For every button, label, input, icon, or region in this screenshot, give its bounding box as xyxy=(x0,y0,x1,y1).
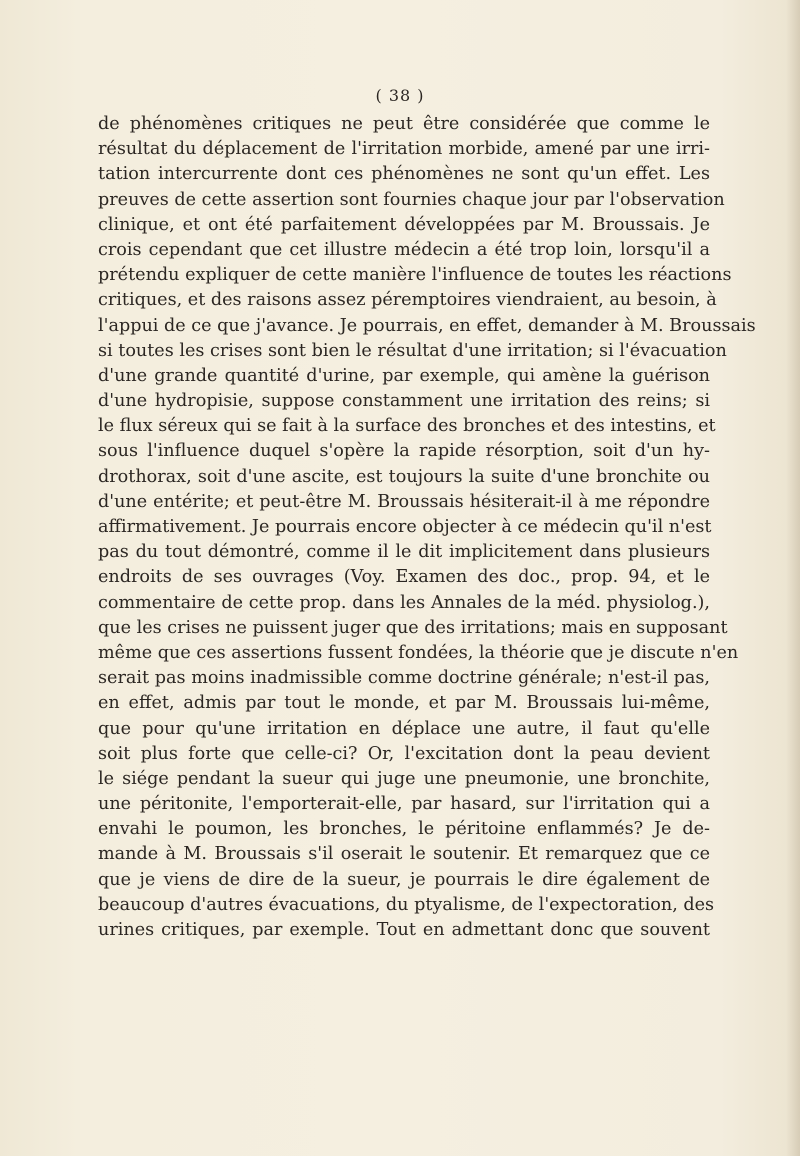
text-line: envahi le poumon, les bronches, le péritoine enflammés? Je de- xyxy=(98,819,710,840)
text-line: l'appui de ce que j'avance. Je pourrais, en effet, demander à M. Broussais xyxy=(98,315,756,336)
text-line: pas du tout démontré, comme il le dit implicitement dans plusieurs xyxy=(98,542,710,563)
text-line: que je viens de dire de la sueur, je pourrais le dire également de xyxy=(98,869,710,890)
text-line: de phénomènes critiques ne peut être considérée que comme le xyxy=(98,114,710,134)
text-line: que les crises ne puissent juger que des irritations; mais en supposant xyxy=(98,617,728,638)
text-line: crois cependant que cet illustre médecin a été trop loin, lorsqu'il a xyxy=(98,239,710,260)
text-line: clinique, et ont été parfaitement développées par M. Broussais. Je xyxy=(98,214,710,235)
text-line: une péritonite, l'emporterait-elle, par hasard, sur l'irritation qui a xyxy=(98,794,710,815)
text-line: en effet, admis par tout le monde, et par M. Broussais lui-même, xyxy=(98,693,710,714)
page-number: ( 38 ) xyxy=(375,86,425,105)
text-line: d'une entérite; et peut-être M. Broussais hésiterait-il à me répondre xyxy=(98,491,710,512)
text-line: critiques, et des raisons assez péremptoires viendraient, au besoin, à xyxy=(98,290,717,311)
text-line: le flux séreux qui se fait à la surface des bronches et des intestins, et xyxy=(98,416,716,437)
text-line: serait pas moins inadmissible comme doctrine générale; n'est-il pas, xyxy=(98,668,710,689)
text-line: soit plus forte que celle-ci? Or, l'excitation dont la peau devient xyxy=(98,743,710,764)
page-edge-shadow xyxy=(786,0,800,1156)
text-line: mande à M. Broussais s'il oserait le soutenir. Et remarquez que ce xyxy=(98,844,710,865)
text-line: urines critiques, par exemple. Tout en admettant donc que souvent xyxy=(98,920,710,940)
text-line: sous l'influence duquel s'opère la rapide résorption, soit d'un hy- xyxy=(98,441,710,462)
text-line: résultat du déplacement de l'irritation morbide, amené par une irri- xyxy=(98,139,710,160)
text-line: tation intercurrente dont ces phénomènes ne sont qu'un effet. Les xyxy=(98,164,710,185)
body-text xyxy=(98,112,756,943)
text-line: le siége pendant la sueur qui juge une pneumonie, une bronchite, xyxy=(98,768,710,789)
text-line: même que ces assertions fussent fondées, la théorie que je discute n'en xyxy=(98,642,739,663)
text-line: affirmativement. Je pourrais encore objecter à ce médecin qu'il n'est xyxy=(98,517,712,537)
text-line: preuves de cette assertion sont fournies chaque jour par l'observation xyxy=(98,189,725,210)
text-line: d'une hydropisie, suppose constamment une irritation des reins; si xyxy=(98,391,710,412)
text-line: endroits de ses ouvrages (Voy. Examen des doc., prop. 94, et le xyxy=(98,567,710,588)
text-line: drothorax, soit d'une ascite, est toujours la suite d'une bronchite ou xyxy=(98,466,710,487)
text-line: beaucoup d'autres évacuations, du ptyalisme, de l'expectoration, des xyxy=(98,894,715,915)
text-line: que pour qu'une irritation en déplace une autre, il faut qu'elle xyxy=(98,718,710,739)
text-line: commentaire de cette prop. dans les Annales de la méd. physiolog.), xyxy=(98,592,710,613)
text-line: prétendu expliquer de cette manière l'influence de toutes les réactions xyxy=(98,265,732,286)
text-line: si toutes les crises sont bien le résultat d'une irritation; si l'évacuation xyxy=(98,340,727,361)
text-line: d'une grande quantité d'urine, par exemple, qui amène la guérison xyxy=(98,365,710,386)
